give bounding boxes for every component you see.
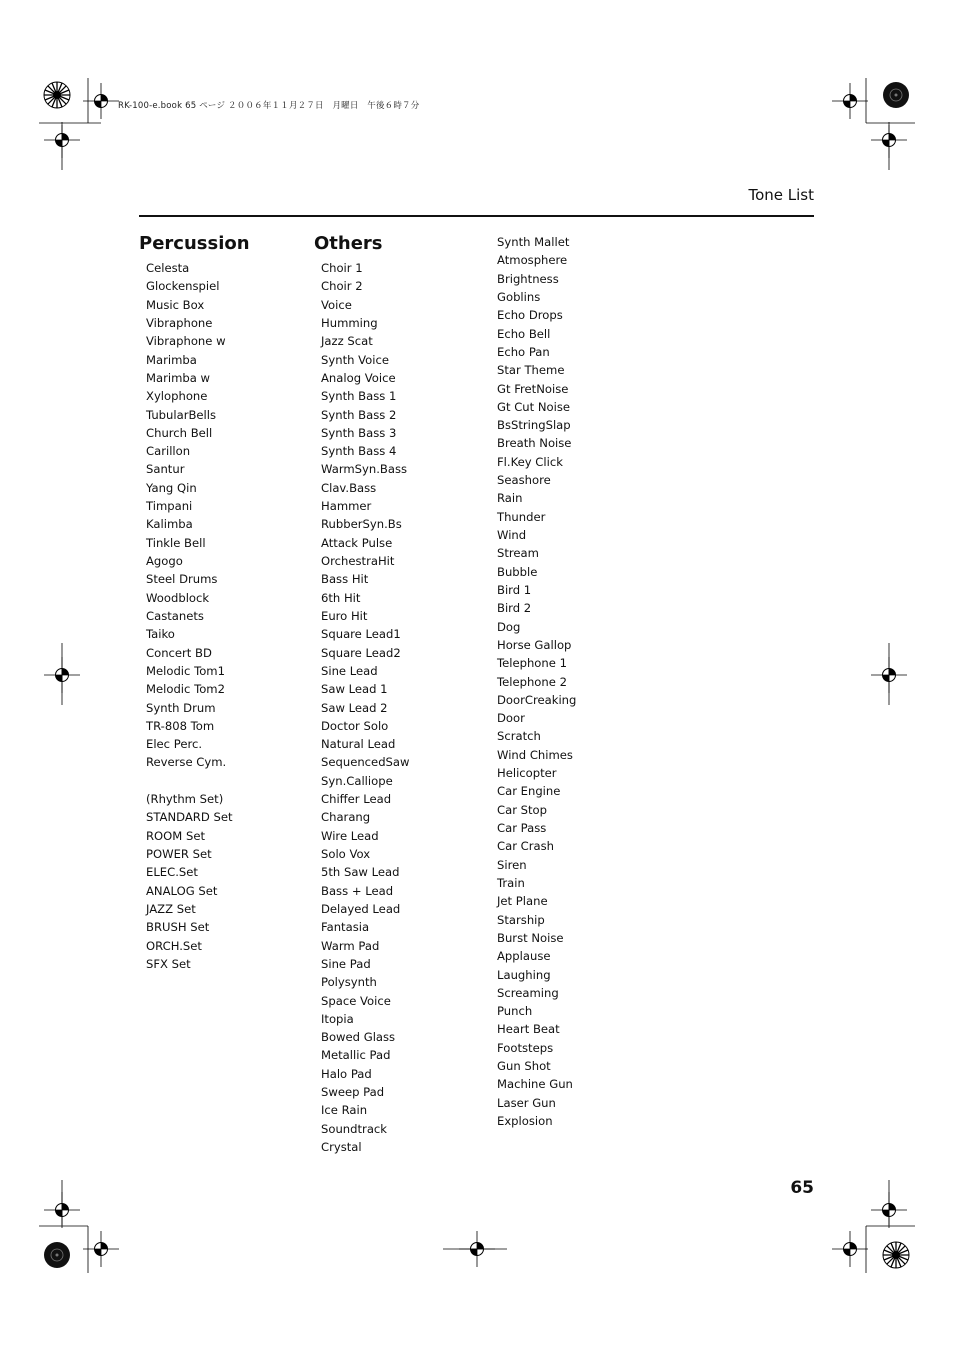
tone-item: Xylophone <box>146 389 208 404</box>
tone-item: Chiffer Lead <box>321 792 392 807</box>
tone-item: Gt FretNoise <box>497 381 569 396</box>
others-heading: Others <box>314 233 383 254</box>
tone-item: POWER Set <box>146 847 212 861</box>
tone-item: Dog <box>497 619 521 634</box>
tone-item: Delayed Lead <box>321 901 401 916</box>
tone-item: Echo Pan <box>497 344 550 359</box>
tone-item: Stream <box>497 546 539 561</box>
percussion-list <box>146 259 233 973</box>
tone-item: Synth Bass 2 <box>321 407 397 422</box>
tone-item: SequencedSaw <box>321 755 410 770</box>
tone-item: Warm Pad <box>321 938 380 953</box>
tone-item: Synth Drum <box>146 700 216 715</box>
tone-item: Santur <box>146 462 185 477</box>
tone-item: TubularBells <box>146 407 217 422</box>
tone-item: Sine Pad <box>321 956 371 971</box>
tone-item: Itopia <box>321 1011 354 1026</box>
tone-item: Saw Lead 1 <box>321 682 388 697</box>
tone-item: Explosion <box>497 1114 553 1128</box>
tone-item: Brightness <box>497 271 559 286</box>
tone-item: Car Pass <box>497 821 547 835</box>
tone-item: Church Bell <box>146 425 213 440</box>
tone-item: Ice Rain <box>321 1103 368 1118</box>
others-list-col2 <box>497 233 576 1130</box>
list-spacer <box>146 772 233 790</box>
tone-item: BRUSH Set <box>146 920 210 935</box>
tone-item: Saw Lead 2 <box>321 700 388 715</box>
tone-item: Fantasia <box>321 920 370 935</box>
tone-item: Bird 1 <box>497 582 532 597</box>
tone-item: Tinkle Bell <box>146 535 206 550</box>
tone-item: Horse Gallop <box>497 637 572 652</box>
tone-item: Seashore <box>497 473 551 488</box>
tone-item: Concert BD <box>146 645 212 660</box>
tone-item: Laughing <box>497 967 551 982</box>
tone-item: Woodblock <box>146 590 210 605</box>
tone-item: Choir 1 <box>321 261 363 275</box>
tone-item: Celesta <box>146 261 190 275</box>
tone-item: Syn.Calliope <box>321 773 393 788</box>
tone-item: Melodic Tom1 <box>146 663 225 678</box>
tone-item: TR-808 Tom <box>146 718 215 733</box>
page-number: 65 <box>790 1178 814 1198</box>
tone-item: SFX Set <box>146 956 191 971</box>
tone-item: Bass Hit <box>321 572 369 587</box>
tone-item: Euro Hit <box>321 608 368 623</box>
tone-item: Vibraphone w <box>146 334 226 349</box>
tone-item: Vibraphone <box>146 315 213 330</box>
tone-item: Soundtrack <box>321 1121 388 1136</box>
tone-item: Starship <box>497 912 545 927</box>
tone-item: Timpani <box>146 499 193 514</box>
tone-item: Jet Plane <box>497 894 548 909</box>
tone-item: ROOM Set <box>146 828 206 843</box>
running-head: Tone List <box>748 186 814 204</box>
tone-item: Kalimba <box>146 517 193 532</box>
tone-item: Star Theme <box>497 363 565 378</box>
tone-item: Marimba <box>146 352 197 367</box>
tone-item: Music Box <box>146 297 205 312</box>
tone-item: Taiko <box>146 627 175 642</box>
tone-item: Space Voice <box>321 993 391 1008</box>
file-header: RK-100-e.book 65 ページ ２００６年１１月２７日 月曜日 午後６時７分 <box>118 101 420 111</box>
tone-item: Yang Qin <box>146 480 197 495</box>
tone-item: STANDARD Set <box>146 810 233 825</box>
tone-item: Footsteps <box>497 1040 554 1055</box>
tone-item: Siren <box>497 857 527 872</box>
tone-item: DoorCreaking <box>497 692 577 707</box>
percussion-heading: Percussion <box>139 233 250 254</box>
tone-item: Sine Lead <box>321 663 378 678</box>
tone-item: Machine Gun <box>497 1077 573 1092</box>
tone-item: WarmSyn.Bass <box>321 462 408 477</box>
tone-item: Heart Beat <box>497 1022 560 1037</box>
tone-item: Steel Drums <box>146 572 218 587</box>
tone-item: Gun Shot <box>497 1059 551 1074</box>
tone-item: Synth Bass 3 <box>321 425 397 440</box>
tone-item: Elec Perc. <box>146 737 203 752</box>
tone-item: Synth Voice <box>321 352 389 367</box>
tone-item: Castanets <box>146 608 204 623</box>
tone-item: Analog Voice <box>321 370 396 385</box>
header-rule <box>139 215 814 217</box>
tone-item: Halo Pad <box>321 1066 372 1081</box>
others-list-col1 <box>321 259 410 1156</box>
tone-item: Wire Lead <box>321 828 379 843</box>
tone-item: Thunder <box>497 509 546 524</box>
tone-item: BsStringSlap <box>497 418 571 433</box>
tone-item: Car Crash <box>497 839 555 854</box>
tone-item: Crystal <box>321 1140 362 1154</box>
tone-item: ELEC.Set <box>146 865 198 880</box>
tone-item: RubberSyn.Bs <box>321 517 402 532</box>
tone-item: Square Lead2 <box>321 645 401 660</box>
tone-item: OrchestraHit <box>321 554 395 568</box>
tone-item: Clav.Bass <box>321 480 377 495</box>
tone-item: Bowed Glass <box>321 1030 396 1045</box>
tone-item: Bubble <box>497 564 538 579</box>
tone-item: Echo Drops <box>497 308 563 323</box>
tone-item: JAZZ Set <box>146 901 196 916</box>
tone-item: Train <box>497 875 525 890</box>
tone-item: Applause <box>497 949 551 964</box>
tone-item: Car Stop <box>497 802 548 817</box>
tone-item: Telephone 1 <box>497 656 567 671</box>
tone-item: Breath Noise <box>497 436 572 451</box>
tone-item: Metallic Pad <box>321 1048 391 1063</box>
tone-item: ANALOG Set <box>146 883 218 898</box>
tone-item: Gt Cut Noise <box>497 399 571 414</box>
tone-item: Voice <box>321 297 352 312</box>
tone-item: ORCH.Set <box>146 938 202 953</box>
tone-item: Jazz Scat <box>321 334 373 349</box>
tone-item: Charang <box>321 810 371 825</box>
tone-item: Glockenspiel <box>146 279 220 294</box>
tone-item: Polysynth <box>321 975 377 990</box>
tone-item: Hammer <box>321 499 372 514</box>
tone-item: Sweep Pad <box>321 1085 385 1100</box>
tone-item: Reverse Cym. <box>146 755 227 770</box>
tone-item: Scratch <box>497 729 541 744</box>
tone-item: Laser Gun <box>497 1095 556 1110</box>
tone-item: Humming <box>321 315 378 330</box>
tone-item: Wind <box>497 528 527 542</box>
tone-item: Helicopter <box>497 766 557 781</box>
tone-item: Natural Lead <box>321 737 396 752</box>
tone-item: Telephone 2 <box>497 674 567 689</box>
tone-item: Solo Vox <box>321 847 371 861</box>
tone-item: Attack Pulse <box>321 535 393 550</box>
tone-item: Carillon <box>146 444 191 459</box>
tone-item: Punch <box>497 1004 533 1019</box>
tone-item: Rain <box>497 491 523 506</box>
tone-item: Screaming <box>497 985 559 1000</box>
tone-item: Bass + Lead <box>321 883 394 898</box>
tone-item: Echo Bell <box>497 326 551 341</box>
tone-item: Square Lead1 <box>321 627 401 642</box>
tone-item: Synth Bass 4 <box>321 444 397 459</box>
tone-item: Door <box>497 711 525 726</box>
tone-item: Car Engine <box>497 784 561 799</box>
tone-item: 6th Hit <box>321 590 361 605</box>
tone-item: Bird 2 <box>497 601 532 616</box>
tone-item: 5th Saw Lead <box>321 865 400 880</box>
tone-item: Synth Mallet <box>497 235 570 249</box>
tone-item: Fl.Key Click <box>497 454 563 469</box>
tone-item: Burst Noise <box>497 930 564 945</box>
tone-item: Choir 2 <box>321 279 363 294</box>
tone-item: Synth Bass 1 <box>321 389 397 404</box>
tone-item: Goblins <box>497 289 541 304</box>
tone-item: Agogo <box>146 554 183 568</box>
tone-item: Atmosphere <box>497 253 568 268</box>
tone-item: Doctor Solo <box>321 718 389 733</box>
tone-item: Wind Chimes <box>497 747 573 762</box>
tone-item: Melodic Tom2 <box>146 682 225 697</box>
tone-item: (Rhythm Set) <box>146 792 224 807</box>
tone-item: Marimba w <box>146 370 211 385</box>
